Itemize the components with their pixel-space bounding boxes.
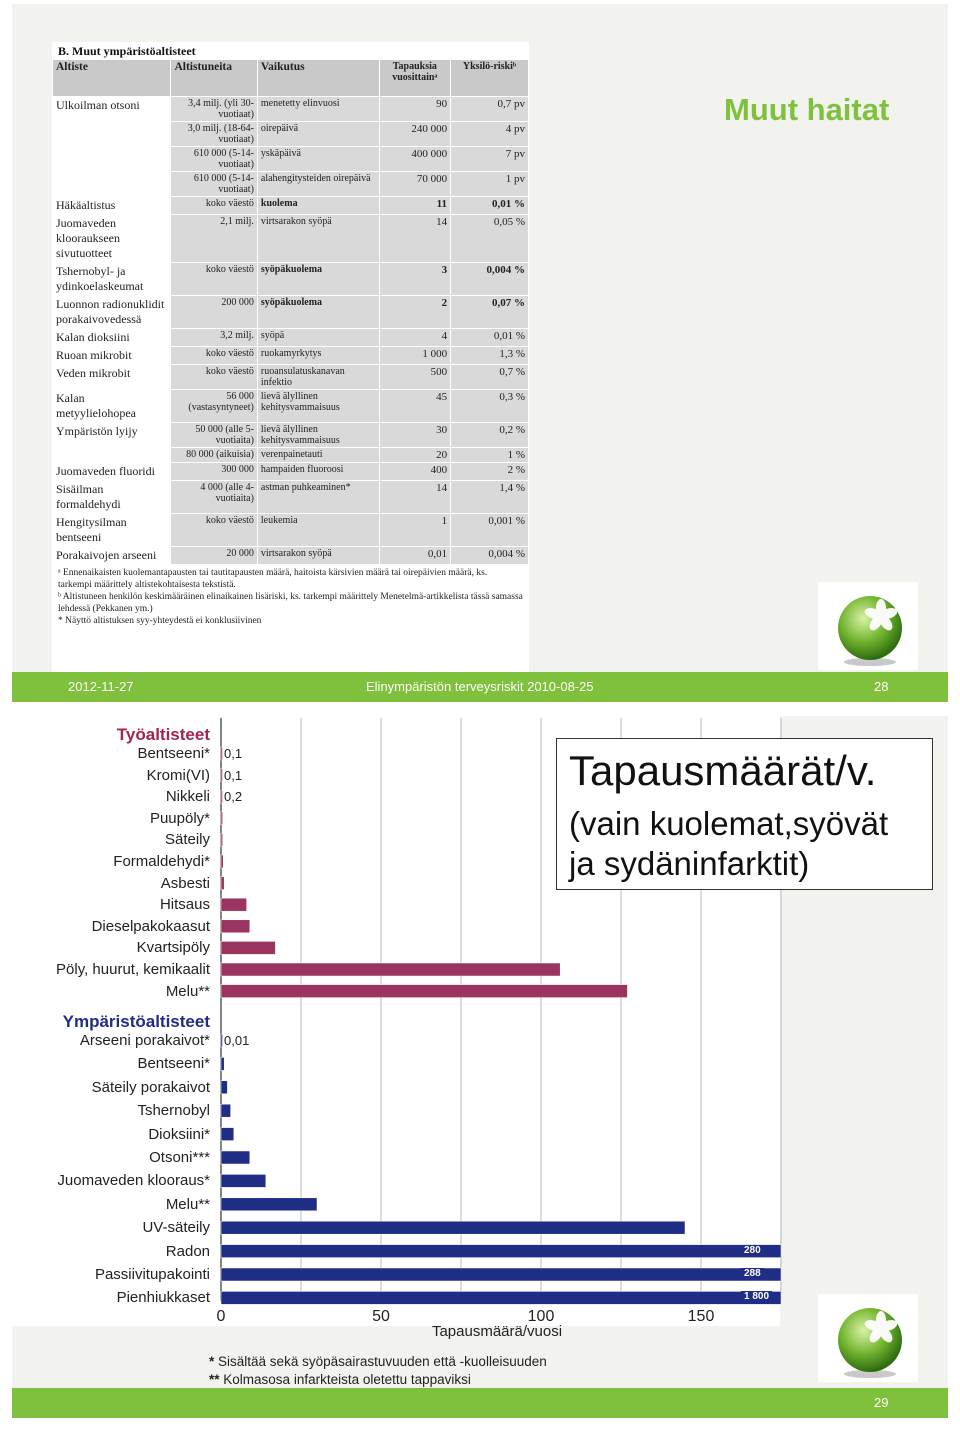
- bar: [221, 1198, 317, 1211]
- table-cell: 0,004 %: [451, 547, 528, 564]
- table-row: [53, 390, 528, 422]
- table-cell: alahengitysteiden oirepäivä: [258, 172, 379, 196]
- table-cell: Tshernobyl- ja ydinkoelaskeumat: [56, 264, 144, 293]
- table-cell: [53, 122, 170, 146]
- slide-muut-haitat: [12, 4, 948, 702]
- table-cell: 3: [380, 263, 450, 295]
- category-label: Tshernobyl: [137, 1102, 210, 1120]
- table-cell: 14: [380, 215, 450, 262]
- bar: [221, 1245, 781, 1258]
- x-tick-label: 100: [527, 1308, 555, 1325]
- footnote-mark: **: [209, 1372, 220, 1387]
- callout-line: ja sydäninfarktit): [569, 845, 810, 882]
- table-row: [53, 147, 528, 171]
- slide-title: Muut haitat: [724, 92, 890, 127]
- table-cell: 80 000 (aikuisia): [171, 448, 256, 462]
- bar: [221, 985, 627, 998]
- bar: [221, 1057, 224, 1070]
- table-cell: koko väestö: [171, 197, 256, 214]
- table-row: [53, 547, 528, 564]
- bar: [221, 1268, 781, 1281]
- table-row: [53, 423, 528, 447]
- table-cell: Veden mikrobit: [56, 366, 131, 380]
- bar-value-label: 0,1: [224, 746, 243, 761]
- bar: [221, 1104, 231, 1117]
- table-cell: Juomaveden fluoridi: [56, 464, 155, 478]
- bar: [221, 812, 223, 825]
- table-cell: 0,004 %: [451, 263, 528, 295]
- table-row: [53, 481, 528, 513]
- table-row: [53, 347, 528, 364]
- table-cell: 20 000: [171, 547, 256, 564]
- category-labels: [12, 716, 210, 1316]
- table-cell: lievä älyllinen kehitysvammaisuus: [258, 423, 379, 447]
- footnote-text: Sisältää sekä syöpäsairastuvuuden että -kuolleisuuden: [218, 1354, 547, 1369]
- bar: [221, 1174, 266, 1187]
- table-cell: 4 000 (alle 4-vuotiaita): [171, 481, 256, 513]
- callout-box: [556, 738, 933, 890]
- bar: [221, 855, 223, 868]
- table-cell: [53, 147, 170, 171]
- bar-value-label: 1 800: [741, 1291, 772, 1302]
- table-row: [53, 215, 528, 262]
- table-cell: 400 000: [380, 147, 450, 171]
- table-row: [53, 448, 528, 462]
- table-cell: 4: [380, 329, 450, 346]
- table-cell: lievä älyllinen kehitysvammaisuus: [258, 390, 379, 422]
- footnote-text: Kolmasosa infarkteista oletettu tappaviksi: [223, 1372, 471, 1387]
- table-cell: koko väestö: [171, 347, 256, 364]
- table-cell: 0,05 %: [451, 215, 528, 262]
- table-row: [53, 296, 528, 328]
- bar: [221, 877, 224, 890]
- table-cell: oirepäivä: [258, 122, 379, 146]
- bar: [221, 833, 223, 846]
- table-row: [53, 263, 528, 295]
- table-header-cell: Vaikutus: [258, 60, 379, 96]
- table-cell: 2: [380, 296, 450, 328]
- table-header-cell: Tapauksia vuosittainᵃ: [380, 60, 450, 96]
- category-label: Pienhiukkaset: [116, 1289, 210, 1307]
- category-label: Säteily: [164, 831, 210, 849]
- risk-table: [52, 59, 529, 565]
- category-label: Formaldehydi*: [113, 853, 210, 870]
- table-cell: 1,3 %: [451, 347, 528, 364]
- bar: [221, 769, 223, 782]
- group-heading: Ympäristöaltisteet: [62, 1012, 210, 1031]
- table-cell: 50 000 (alle 5-vuotiaita): [171, 423, 256, 447]
- table-cell: 300 000: [171, 463, 256, 480]
- footer-page: 28: [874, 679, 889, 694]
- category-label: Otsoni***: [149, 1149, 210, 1166]
- table-cell: 30: [380, 423, 450, 447]
- group-heading: Työaltisteet: [116, 725, 210, 744]
- table-cell: 400: [380, 463, 450, 480]
- category-label: Passiivitupakointi: [94, 1266, 210, 1283]
- callout-line: (vain kuolemat,syövät: [569, 805, 889, 842]
- table-row: [53, 197, 528, 214]
- table-title: B. Muut ympäristöaltisteet: [58, 44, 196, 58]
- footnote: [209, 1372, 471, 1387]
- table-cell: kuolema: [258, 197, 379, 214]
- category-label: Juomaveden klooraus*: [57, 1172, 210, 1190]
- category-label: Bentseeni*: [137, 1055, 210, 1073]
- table-cell: 0,001 %: [451, 514, 528, 546]
- footer-date: 2012-11-27: [68, 679, 134, 694]
- table-cell: 1 000: [380, 347, 450, 364]
- table-cell: 0,01 %: [451, 329, 528, 346]
- category-label: Puupöly*: [149, 809, 210, 827]
- table-cell: 1,4 %: [451, 481, 528, 513]
- table-cell: Kalan metyylielohopea: [56, 391, 136, 420]
- table-cell: Kalan dioksiini: [56, 330, 130, 344]
- table-cell: syöpäkuolema: [258, 263, 379, 295]
- table-cell: ruoansulatuskanavan infektio: [258, 365, 379, 389]
- bar: [221, 963, 560, 976]
- category-label: Melu**: [165, 982, 210, 1000]
- table-cell: 1: [380, 514, 450, 546]
- table-row: [53, 463, 528, 480]
- category-label: Pöly, huurut, kemikaalit: [56, 961, 210, 978]
- table-cell: 3,2 milj.: [171, 329, 256, 346]
- table-row: [53, 329, 528, 346]
- table-cell: Hengitysilman bentseeni: [56, 515, 127, 544]
- table-cell: koko väestö: [171, 514, 256, 546]
- table-header-row: [53, 60, 528, 96]
- table-note: ᵃ Ennenaikaisten kuolemantapausten tai tautitapausten määrä, haitoista kärsivien määrä tai oirepäivien määrä, ks. tarkempi määrittely altistekohtaisesta tekstistä.: [58, 568, 488, 590]
- footer-title: Elinympäristön terveysriskit 2010-08-25: [366, 679, 594, 694]
- table-cell: virtsarakon syöpä: [258, 547, 379, 564]
- table-cell: 0,2 %: [451, 423, 528, 447]
- bar: [221, 1291, 781, 1304]
- table-cell: 2,1 milj.: [171, 215, 256, 262]
- bar: [221, 1034, 223, 1047]
- table-cell: Porakaivojen arseeni: [56, 548, 157, 562]
- table-header-cell: Altistuneita: [171, 60, 256, 96]
- bar-value-label: 0,01: [224, 1033, 250, 1048]
- table-cell: 610 000 (5-14-vuotiaat): [171, 147, 256, 171]
- bar-value-label: 288: [741, 1268, 764, 1279]
- bar-value-label: 0,2: [224, 789, 243, 805]
- x-axis-title: Tapausmäärä/vuosi: [431, 1323, 563, 1340]
- footnote-mark: *: [209, 1354, 215, 1369]
- table-cell: 0,07 %: [451, 296, 528, 328]
- table-cell: koko väestö: [171, 365, 256, 389]
- table-cell: hampaiden fluoroosi: [258, 463, 379, 480]
- table-cell: 0,3 %: [451, 390, 528, 422]
- bar-value-label: 0,1: [224, 767, 243, 783]
- table-cell: Ympäristön lyijy: [56, 424, 138, 438]
- category-label: Kvartsipöly: [136, 939, 210, 957]
- table-cell: Juomaveden klooraukseen sivutuotteet: [56, 216, 120, 260]
- table-cell: 56 000 (vastasyntyneet): [171, 390, 256, 422]
- table-cell: Ulkoilman otsoni: [56, 98, 140, 112]
- category-label: Bentseeni*: [137, 745, 210, 762]
- table-row: [53, 365, 528, 389]
- table-cell: 0,7 pv: [451, 97, 528, 121]
- category-label: Asbesti: [160, 874, 210, 892]
- footnote: [209, 1354, 547, 1369]
- table-cell: 14: [380, 481, 450, 513]
- category-label: Arseeni porakaivot*: [79, 1032, 210, 1049]
- table-cell: 4 pv: [451, 122, 528, 146]
- footer-page: 29: [874, 1395, 889, 1410]
- table-cell: syöpä: [258, 329, 379, 346]
- table-cell: 500: [380, 365, 450, 389]
- bar: [221, 790, 223, 803]
- table-row: [53, 97, 528, 121]
- category-label: Dieselpakokaasut: [91, 917, 210, 935]
- table-cell: 1 %: [451, 448, 528, 462]
- table-cell: 1 pv: [451, 172, 528, 196]
- slide-tapausmaarat: [12, 716, 948, 1418]
- bar: [221, 1128, 234, 1141]
- table-cell: 11: [380, 197, 450, 214]
- table-cell: 3,4 milj. (yli 30-vuotiaat): [171, 97, 256, 121]
- table-cell: 610 000 (5-14-vuotiaat): [171, 172, 256, 196]
- slide-footer: [12, 672, 948, 702]
- table-cell: verenpainetauti: [258, 448, 379, 462]
- category-label: UV-säteily: [142, 1219, 210, 1237]
- table-row: [53, 172, 528, 196]
- category-label: Kromi(VI): [146, 766, 210, 784]
- table-cell: 90: [380, 97, 450, 121]
- table-cell: 7 pv: [451, 147, 528, 171]
- table-cell: 200 000: [171, 296, 256, 328]
- category-label: Melu**: [165, 1195, 210, 1213]
- bar: [221, 1221, 685, 1234]
- table-cell: Ruoan mikrobit: [56, 348, 132, 362]
- table-cell: Sisäilman formaldehydi: [56, 482, 121, 511]
- table-row: [53, 122, 528, 146]
- table-cell: leukemia: [258, 514, 379, 546]
- table-cell: Häkäaltistus: [56, 198, 116, 212]
- category-label: Nikkeli: [165, 788, 210, 806]
- table-cell: [53, 172, 170, 196]
- table-cell: menetetty elinvuosi: [258, 97, 379, 121]
- x-tick-label: 50: [372, 1308, 390, 1325]
- green-orb-logo-icon: [818, 1294, 918, 1382]
- table-cell: ruokamyrkytys: [258, 347, 379, 364]
- bar: [221, 920, 250, 933]
- table-cell: astman puhkeaminen*: [258, 481, 379, 513]
- table-cell: 70 000: [380, 172, 450, 196]
- table-cell: virtsarakon syöpä: [258, 215, 379, 262]
- category-label: Hitsaus: [159, 896, 210, 914]
- category-label: Säteily porakaivot: [91, 1078, 210, 1096]
- table-cell: 240 000: [380, 122, 450, 146]
- table-header-cell: Altiste: [53, 60, 170, 96]
- table-cell: koko väestö: [171, 263, 256, 295]
- table-notes: [52, 565, 529, 629]
- table-cell: 0,01: [380, 547, 450, 564]
- bar: [221, 941, 275, 954]
- table-cell: Luonnon radionuklidit porakaivovedessä: [56, 297, 165, 326]
- green-orb-logo-icon: [818, 582, 918, 670]
- table-cell: yskäpäivä: [258, 147, 379, 171]
- table-note: * Näyttö altistuksen syy-yhteydestä ei konklusiivinen: [58, 616, 262, 626]
- category-label: Radon: [165, 1242, 210, 1260]
- bar: [221, 898, 247, 911]
- table-cell: 0,01 %: [451, 197, 528, 214]
- table-row: [53, 514, 528, 546]
- bar: [221, 1081, 227, 1094]
- slide-footer: [12, 1388, 948, 1418]
- x-tick-label: 150: [687, 1308, 715, 1325]
- table-cell: 45: [380, 390, 450, 422]
- risk-table-image: [52, 42, 529, 678]
- callout-title: Tapausmäärät/v.: [569, 747, 877, 794]
- table-cell: 20: [380, 448, 450, 462]
- bar-value-label: 280: [741, 1245, 764, 1256]
- x-tick-label: 0: [216, 1308, 226, 1325]
- table-note: ᵇ Altistuneen henkilön keskimääräinen elinaikainen lisäriski, ks. tarkempi määrittely Menetelmä-artikkelista tässä samassa lehdessä (Pekkanen ym.): [58, 592, 523, 614]
- table-header-cell: Yksilö-riskiᵇ: [451, 60, 528, 96]
- table-cell: syöpäkuolema: [258, 296, 379, 328]
- table-cell: 0,7 %: [451, 365, 528, 389]
- category-label: Dioksiini*: [148, 1125, 210, 1143]
- table-cell: [53, 448, 170, 462]
- bar: [221, 747, 223, 760]
- bar: [221, 1151, 250, 1164]
- table-cell: 3,0 milj. (18-64-vuotiaat): [171, 122, 256, 146]
- table-cell: 2 %: [451, 463, 528, 480]
